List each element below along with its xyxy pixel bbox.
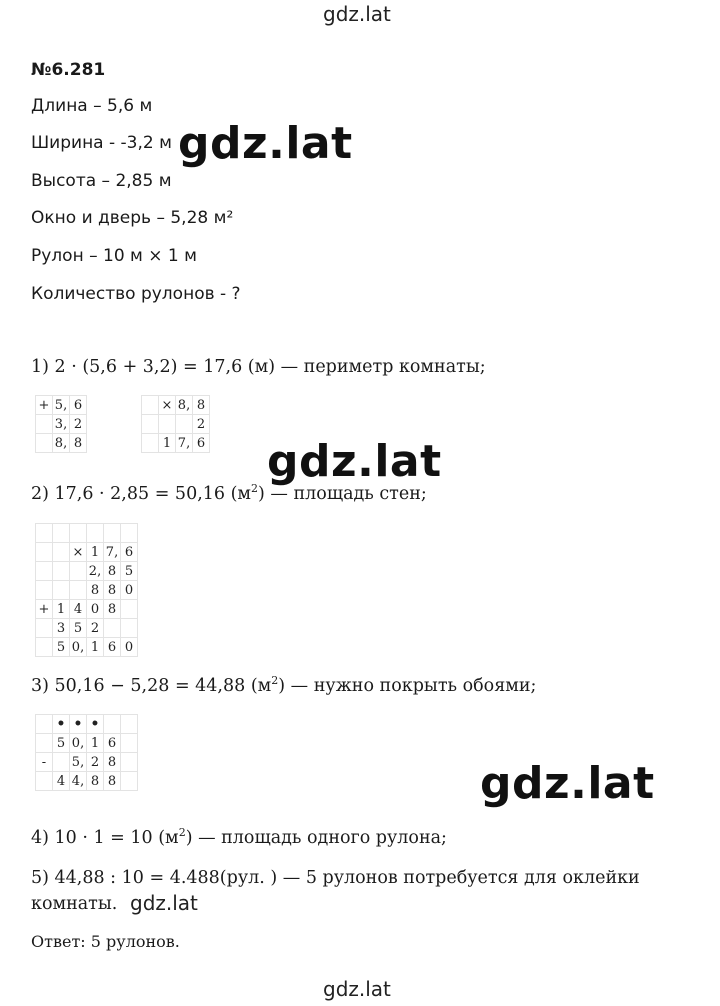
step-4-text: 4) 10 · 1 = 10 (м <box>31 828 179 848</box>
calc-cell: 6 <box>104 734 121 753</box>
calc-cell: 6 <box>121 543 138 562</box>
borrow-dot: • <box>70 715 87 734</box>
step-1: 1) 2 · (5,6 + 3,2) = 17,6 (м) — периметр комнаты; <box>31 357 486 377</box>
calc-cell <box>87 524 104 543</box>
calc-cell: 4 <box>53 772 70 791</box>
calc-cell: 8 <box>70 434 87 453</box>
step-4-exponent: 2 <box>178 826 186 840</box>
calc-cell: 6 <box>70 396 87 415</box>
calc-cell <box>142 396 159 415</box>
calc-cell <box>53 543 70 562</box>
step-5-line-1: 5) 44,88 : 10 = 4.488(рул. ) — 5 рулонов потребуется для оклейки <box>31 868 640 888</box>
calc-cell: × <box>159 396 176 415</box>
calc-cell <box>121 753 138 772</box>
step-3-text: 3) 50,16 − 5,28 = 44,88 (м <box>31 676 272 696</box>
answer: Ответ: 5 рулонов. <box>31 932 180 951</box>
calc-cell: 6 <box>104 638 121 657</box>
addition-calc <box>35 395 87 453</box>
calc-cell <box>121 619 138 638</box>
calc-cell <box>70 562 87 581</box>
step-2-text-end: ) — площадь стен; <box>258 484 427 504</box>
calc-cell: 0, <box>70 734 87 753</box>
calc-cell: 8 <box>104 772 121 791</box>
calc-cell: 5 <box>53 734 70 753</box>
calc-cell <box>36 415 53 434</box>
calc-cell: 5 <box>70 619 87 638</box>
calc-cell <box>121 772 138 791</box>
multiplication-calc-2 <box>35 523 138 657</box>
calc-cell <box>36 772 53 791</box>
calc-cell: 8 <box>193 396 210 415</box>
calc-cell <box>36 434 53 453</box>
calc-cell <box>36 543 53 562</box>
watermark-large-2: gdz.lat <box>267 436 442 487</box>
calc-cell: 6 <box>193 434 210 453</box>
calc-cell <box>70 524 87 543</box>
calc-cell: 2 <box>70 415 87 434</box>
calc-cell <box>36 524 53 543</box>
calc-cell <box>36 734 53 753</box>
calc-cell: 5 <box>121 562 138 581</box>
calc-cell: 1 <box>53 600 70 619</box>
given-question: Количество рулонов - ? <box>31 284 241 304</box>
calc-cell: + <box>36 396 53 415</box>
calc-cell: 2 <box>193 415 210 434</box>
step-2-exponent: 2 <box>251 482 259 496</box>
calc-cell: 0 <box>121 581 138 600</box>
given-length: Длина – 5,6 м <box>31 96 153 116</box>
subtraction-calc <box>35 714 138 791</box>
problem-number: №6.281 <box>31 60 106 80</box>
calc-cell: 0 <box>87 600 104 619</box>
calc-cell: 8 <box>104 600 121 619</box>
step-5-line-2: комнаты. <box>31 894 118 914</box>
step-4-text-end: ) — площадь одного рулона; <box>185 828 447 848</box>
calc-cell: 8 <box>87 581 104 600</box>
calc-cell: 4, <box>70 772 87 791</box>
calc-cell <box>36 715 53 734</box>
step-3-exponent: 2 <box>271 674 279 688</box>
calc-cell: 5, <box>53 396 70 415</box>
calc-cell: 1 <box>87 638 104 657</box>
calc-cell <box>104 524 121 543</box>
watermark-large-3: gdz.lat <box>480 758 655 809</box>
calc-cell: 8 <box>104 753 121 772</box>
calc-cell <box>104 619 121 638</box>
calc-cell <box>53 581 70 600</box>
step-3-text-end: ) — нужно покрыть обоями; <box>278 676 537 696</box>
calc-cell <box>53 753 70 772</box>
calc-cell: 0 <box>121 638 138 657</box>
borrow-dot: • <box>53 715 70 734</box>
calc-cell: 1 <box>87 734 104 753</box>
calc-cell: 7, <box>104 543 121 562</box>
watermark-bottom: gdz.lat <box>323 977 391 1001</box>
calc-cell: 8 <box>104 562 121 581</box>
calc-cell: 5, <box>70 753 87 772</box>
calc-cell <box>53 562 70 581</box>
calc-cell: 2 <box>87 753 104 772</box>
calc-cell: 2 <box>87 619 104 638</box>
step-3 <box>31 676 536 696</box>
calc-cell: - <box>36 753 53 772</box>
calc-cell <box>70 581 87 600</box>
calc-cell <box>53 524 70 543</box>
calc-cell: 8, <box>176 396 193 415</box>
calc-cell <box>121 600 138 619</box>
calc-cell: 8, <box>53 434 70 453</box>
step-2-text: 2) 17,6 · 2,85 = 50,16 (м <box>31 484 252 504</box>
step-4 <box>31 828 447 848</box>
given-roll: Рулон – 10 м × 1 м <box>31 246 197 266</box>
calc-cell: 8 <box>104 581 121 600</box>
calc-cell: 4 <box>70 600 87 619</box>
calc-cell: 1 <box>159 434 176 453</box>
calc-cell: 3 <box>53 619 70 638</box>
calc-cell <box>36 619 53 638</box>
calc-cell <box>142 434 159 453</box>
calc-cell: 8 <box>87 772 104 791</box>
step-2 <box>31 484 427 504</box>
given-height: Высота – 2,85 м <box>31 171 172 191</box>
calc-cell: + <box>36 600 53 619</box>
calc-cell <box>36 638 53 657</box>
calc-cell: 5 <box>53 638 70 657</box>
calc-cell: 7, <box>176 434 193 453</box>
watermark-inline: gdz.lat <box>130 891 198 915</box>
calc-cell <box>159 415 176 434</box>
multiplication-calc-1 <box>141 395 210 453</box>
given-width: Ширина - -3,2 м <box>31 133 172 153</box>
borrow-dot: • <box>87 715 104 734</box>
calc-cell <box>36 581 53 600</box>
calc-cell <box>121 715 138 734</box>
calc-cell <box>121 524 138 543</box>
watermark-top: gdz.lat <box>323 2 391 26</box>
calc-cell <box>36 562 53 581</box>
given-window-door: Окно и дверь – 5,28 м² <box>31 208 234 228</box>
calc-cell: 1 <box>87 543 104 562</box>
calc-cell: 2, <box>87 562 104 581</box>
calc-cell: 0, <box>70 638 87 657</box>
calc-cell <box>104 715 121 734</box>
calc-cell <box>176 415 193 434</box>
calc-cell: × <box>70 543 87 562</box>
calc-cell: 3, <box>53 415 70 434</box>
calc-cell <box>142 415 159 434</box>
watermark-large-1: gdz.lat <box>178 118 353 169</box>
calc-cell <box>121 734 138 753</box>
